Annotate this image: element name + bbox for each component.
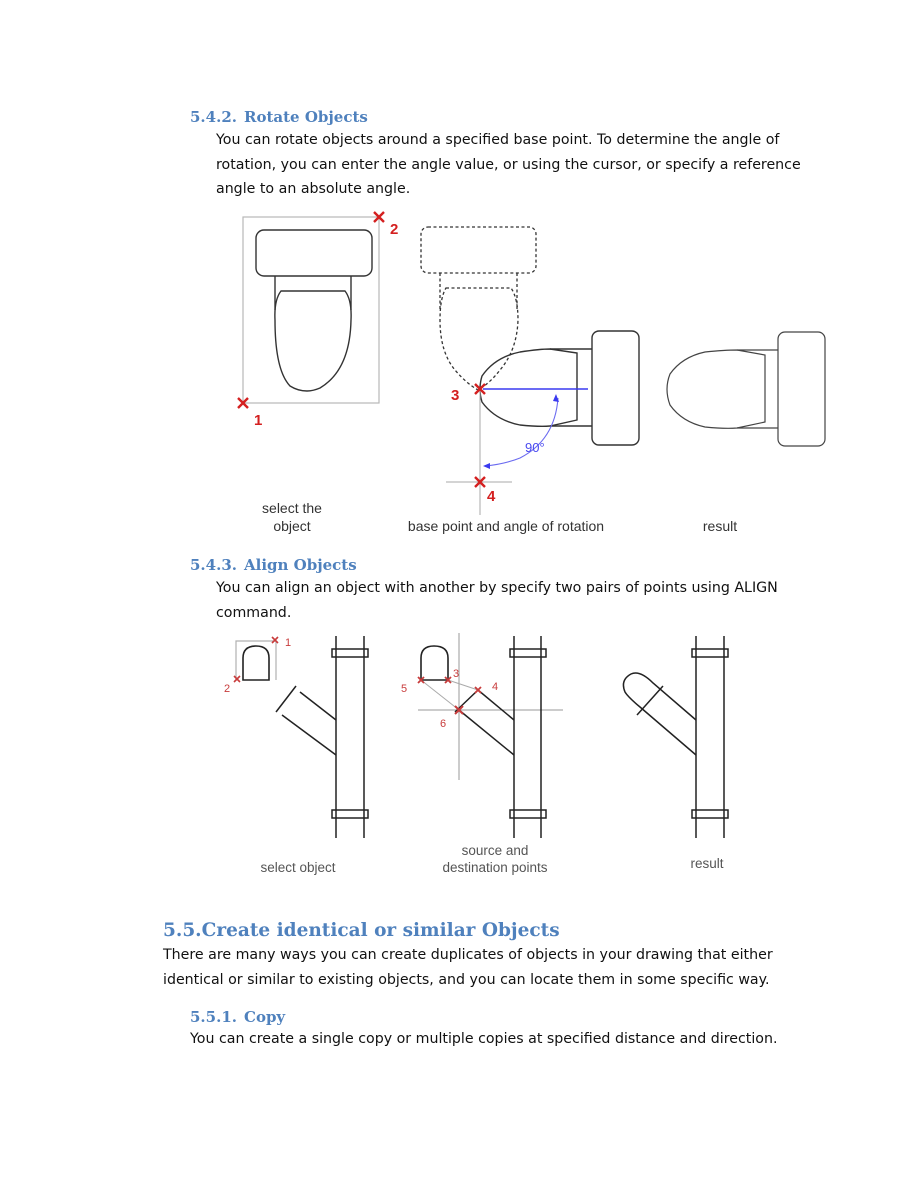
text-line: There are many ways you can create duplicates of objects in your drawing that either (163, 947, 773, 963)
rotate-figure (0, 0, 919, 560)
text-line: command. (216, 604, 292, 621)
source-destination-panel (401, 633, 563, 838)
heading-copy (190, 1008, 285, 1026)
rotation-arc (486, 398, 558, 466)
result-toilet (667, 332, 825, 446)
heading-create-identical-objects: 5.5.Create identical or similar Objects (163, 920, 560, 941)
text-line: You can create a single copy or multiple copies at specified distance and direction. (190, 1031, 778, 1047)
svg-text:2: 2 (390, 221, 399, 238)
heading-number: 5.4.3. (190, 556, 237, 574)
select-object-panel (224, 636, 368, 838)
selected-toilet-drawing (243, 217, 379, 403)
text-line: angle to an absolute angle. (216, 181, 411, 197)
caption-select-object: select object (260, 860, 336, 875)
caption-line: source and (461, 843, 529, 858)
svg-text:1: 1 (254, 412, 263, 429)
heading-align-objects (190, 556, 357, 574)
text-line: rotation, you can enter the angle value, or using the cursor, or specify a reference (216, 156, 801, 173)
svg-text:2: 2 (224, 683, 231, 695)
svg-text:1: 1 (285, 637, 292, 649)
heading-number: 5.5.1. (190, 1008, 237, 1026)
heading-number: 5.4.2. (190, 108, 237, 126)
align-description (216, 576, 778, 625)
copy-description (190, 1027, 777, 1052)
svg-text:3: 3 (453, 668, 460, 680)
caption-source-destination (430, 842, 560, 876)
text-line: You can align an object with another by specify two pairs of points using ALIGN (216, 580, 778, 596)
caption-line: destination points (442, 860, 548, 875)
svg-text:6: 6 (440, 718, 447, 730)
point-marker-2 (374, 212, 398, 238)
original-toilet-dashed (421, 227, 536, 390)
text-line: identical or similar to existing objects, and you can locate them in some specific way. (163, 971, 770, 988)
rotated-toilet (480, 331, 639, 445)
point-marker-4 (475, 477, 496, 505)
svg-text:4: 4 (487, 488, 496, 505)
caption-line: select the (262, 500, 322, 516)
svg-text:4: 4 (492, 681, 499, 693)
create-identical-description (163, 943, 773, 992)
heading-title: Rotate Objects (244, 108, 368, 126)
caption-select-object (244, 499, 340, 535)
svg-text:5: 5 (401, 683, 408, 695)
caption-result: result (702, 518, 738, 534)
angle-label: 90° (525, 440, 545, 455)
heading-title: Align Objects (244, 556, 357, 574)
svg-text:3: 3 (451, 387, 460, 404)
caption-base-point: base point and angle of rotation (407, 518, 605, 534)
text-line: You can rotate objects around a specified base point. To determine the angle of (216, 132, 780, 148)
heading-title: Copy (244, 1008, 286, 1026)
caption-result: result (690, 856, 724, 871)
result-panel (623, 636, 728, 838)
caption-line: object (273, 518, 311, 534)
